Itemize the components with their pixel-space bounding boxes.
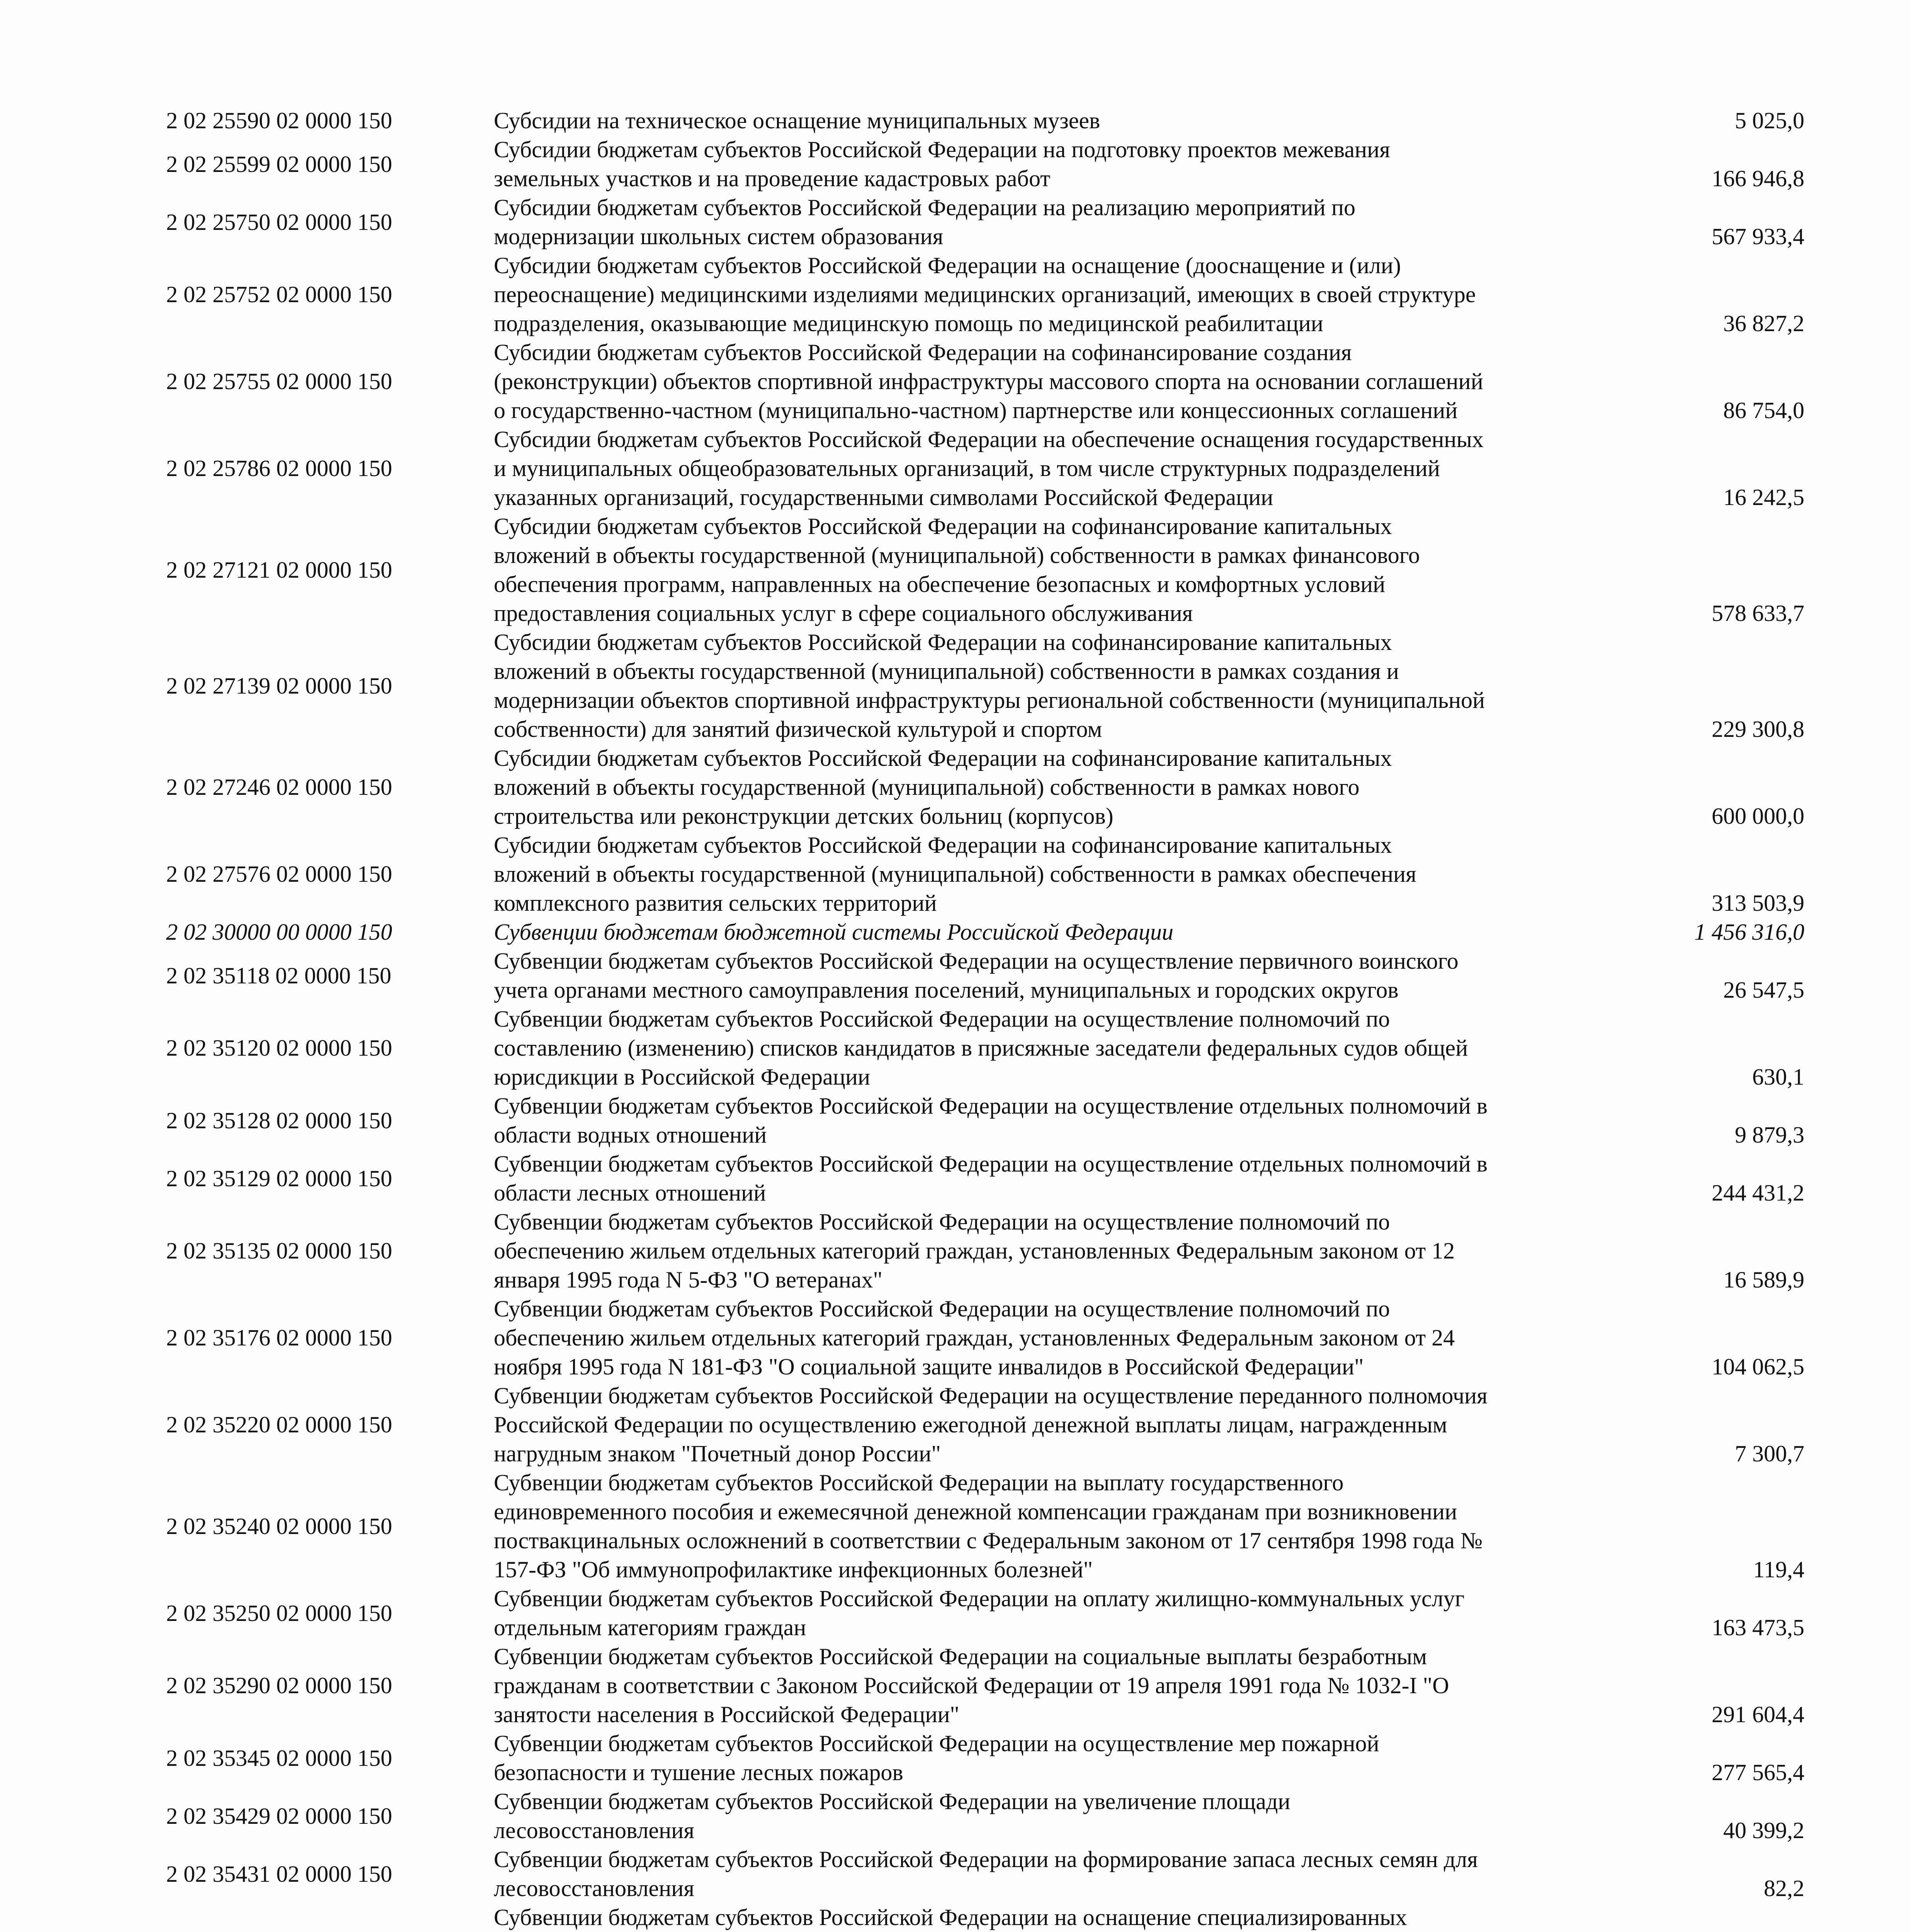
table-row bbox=[166, 1845, 1804, 1903]
table-row bbox=[166, 1294, 1804, 1381]
revenue-description: Субвенции бюджетам субъектов Российской Федерации на социальные выплаты безработным гражданам в соответствии с Законом Российской Федерации от 19 апреля 1991 года № 1032-I "О занятости населения в Российской Федерации" bbox=[494, 1644, 1449, 1727]
table-row bbox=[166, 1787, 1804, 1845]
revenue-description: Субсидии бюджетам субъектов Российской Федерации на оснащение (дооснащение и (или) переоснащение) медицинскими изделиями медицинских организаций, имеющих в своей структуре подразделения, оказывающие медицинскую помощь по медицинской реабилитации bbox=[494, 253, 1476, 336]
amount: 630,1 bbox=[1752, 1064, 1804, 1090]
revenue-description: Субвенции бюджетам субъектов Российской Федерации на осуществление отдельных полномочий в области лесных отношений bbox=[494, 1151, 1488, 1206]
amount: 9 879,3 bbox=[1735, 1122, 1804, 1148]
revenue-description: Субсидии на техническое оснащение муниципальных музеев bbox=[494, 108, 1100, 133]
amount: 40 399,2 bbox=[1723, 1818, 1804, 1843]
amount: 291 604,4 bbox=[1712, 1702, 1804, 1727]
budget-code: 2 02 35290 02 0000 150 bbox=[166, 1673, 392, 1698]
table-row bbox=[166, 1150, 1804, 1208]
budget-code: 2 02 25590 02 0000 150 bbox=[166, 108, 392, 133]
budget-code: 2 02 27576 02 0000 150 bbox=[166, 861, 392, 887]
revenue-description: Субсидии бюджетам субъектов Российской Федерации на софинансирование капитальных вложений в объекты государственной (муниципальной) собственности в рамках обеспечения комплексного развития сельских территорий bbox=[494, 832, 1416, 916]
budget-code: 2 02 35118 02 0000 150 bbox=[166, 963, 391, 988]
amount: 119,4 bbox=[1753, 1557, 1804, 1582]
amount: 86 754,0 bbox=[1723, 398, 1804, 423]
amount: 567 933,4 bbox=[1712, 224, 1804, 249]
amount: 36 827,2 bbox=[1723, 311, 1804, 336]
budget-code: 2 02 25750 02 0000 150 bbox=[166, 209, 392, 235]
revenue-description: Субвенции бюджетам субъектов Российской Федерации на оплату жилищно-коммунальных услуг отдельным категориям граждан bbox=[494, 1586, 1465, 1640]
budget-code: 2 02 25752 02 0000 150 bbox=[166, 282, 392, 307]
table-row bbox=[166, 1005, 1804, 1092]
revenue-description: Субсидии бюджетам субъектов Российской Федерации на софинансирование капитальных вложений в объекты государственной (муниципальной) собственности в рамках нового строительства или реконструкции детских больниц (корпусов) bbox=[494, 745, 1392, 829]
revenue-description: Субвенции бюджетам субъектов Российской Федерации на осуществление первичного воинского учета органами местного самоуправления поселений, муниципальных и городских округов bbox=[494, 948, 1459, 1003]
revenue-description: Субсидии бюджетам субъектов Российской Федерации на софинансирование капитальных вложений в объекты государственной (муниципальной) собственности в рамках финансового обеспечения программ, направленных на обеспечение безопасных и комфортных условий предоставления социальных услуг в сфере социального обслуживания bbox=[494, 514, 1420, 626]
amount: 163 473,5 bbox=[1712, 1615, 1804, 1640]
amount: 16 242,5 bbox=[1723, 485, 1804, 510]
table-row bbox=[166, 1208, 1804, 1294]
amount: 600 000,0 bbox=[1712, 803, 1804, 829]
table-row bbox=[166, 512, 1804, 628]
table-row bbox=[166, 1584, 1804, 1642]
budget-code: 2 02 35345 02 0000 150 bbox=[166, 1745, 392, 1771]
revenue-description: Субвенции бюджетам субъектов Российской Федерации на оснащение специализированных bbox=[494, 1905, 1407, 1930]
amount: 1 456 316,0 bbox=[1694, 919, 1804, 945]
budget-code: 2 02 25755 02 0000 150 bbox=[166, 369, 392, 394]
table-row bbox=[166, 918, 1804, 947]
budget-code: 2 02 35176 02 0000 150 bbox=[166, 1325, 392, 1350]
revenue-description: Субвенции бюджетам субъектов Российской Федерации на осуществление полномочий по обеспечению жильем отдельных категорий граждан, установленных Федеральным законом от 12 января 1995 года N 5-ФЗ "О ветеранах" bbox=[494, 1209, 1455, 1293]
table-row bbox=[166, 744, 1804, 831]
table-row bbox=[166, 1642, 1804, 1729]
budget-code: 2 02 35431 02 0000 150 bbox=[166, 1861, 392, 1887]
table-row bbox=[166, 251, 1804, 338]
amount: 277 565,4 bbox=[1712, 1760, 1804, 1785]
table-row bbox=[166, 628, 1804, 744]
table-row bbox=[166, 1729, 1804, 1787]
table-row bbox=[166, 193, 1804, 251]
table-body bbox=[166, 106, 1804, 1932]
revenue-description: Субвенции бюджетам субъектов Российской Федерации на выплату государственного единовременного пособия и ежемесячной денежной компенсации гражданам при возникновении поствакцинальных осложнений в соответствии с Федеральным законом от 17 сентября 1998 года № 157-ФЗ "Об иммунопрофилактике инфекционных болезней" bbox=[494, 1470, 1483, 1582]
amount: 5 025,0 bbox=[1735, 108, 1804, 133]
table-row bbox=[166, 338, 1804, 425]
amount: 244 431,2 bbox=[1712, 1180, 1804, 1206]
budget-code: 2 02 35129 02 0000 150 bbox=[166, 1165, 392, 1191]
table-row bbox=[166, 1092, 1804, 1150]
amount: 26 547,5 bbox=[1723, 977, 1804, 1003]
revenue-description: Субсидии бюджетам субъектов Российской Федерации на подготовку проектов межевания земельных участков и на проведение кадастровых работ bbox=[494, 137, 1390, 191]
revenue-description: Субвенции бюджетам субъектов Российской Федерации на осуществление переданного полномочия Российской Федерации по осуществлению ежегодной денежной выплаты лицам, награжденным нагрудным знаком "Почетный донор России" bbox=[494, 1383, 1488, 1466]
budget-code bbox=[166, 1903, 494, 1932]
revenue-description: Субсидии бюджетам субъектов Российской Федерации на софинансирование капитальных вложений в объекты государственной (муниципальной) собственности в рамках создания и модернизации объектов спортивной инфраструктуры региональной собственности (муниципальной собственности) для занятий физической культурой и спортом bbox=[494, 629, 1485, 742]
amount: 166 946,8 bbox=[1712, 166, 1804, 191]
budget-code: 2 02 27246 02 0000 150 bbox=[166, 774, 392, 800]
budget-code: 2 02 30000 00 0000 150 bbox=[166, 919, 392, 945]
revenue-description: Субсидии бюджетам субъектов Российской Федерации на реализацию мероприятий по модернизации школьных систем образования bbox=[494, 195, 1355, 249]
table-row bbox=[166, 1468, 1804, 1584]
budget-code: 2 02 27139 02 0000 150 bbox=[166, 673, 392, 699]
table-row bbox=[166, 106, 1804, 135]
budget-code: 2 02 35128 02 0000 150 bbox=[166, 1107, 392, 1133]
table-row bbox=[166, 425, 1804, 512]
budget-code: 2 02 35220 02 0000 150 bbox=[166, 1412, 392, 1437]
revenue-description: Субвенции бюджетам субъектов Российской Федерации на увеличение площади лесовосстановления bbox=[494, 1789, 1290, 1843]
budget-code: 2 02 25786 02 0000 150 bbox=[166, 456, 392, 481]
budget-code: 2 02 35429 02 0000 150 bbox=[166, 1803, 392, 1829]
budget-code: 2 02 35250 02 0000 150 bbox=[166, 1600, 392, 1626]
amount: 7 300,7 bbox=[1735, 1441, 1804, 1466]
budget-code: 2 02 35135 02 0000 150 bbox=[166, 1238, 392, 1264]
budget-code: 2 02 35120 02 0000 150 bbox=[166, 1035, 392, 1061]
revenue-description: Субсидии бюджетам субъектов Российской Федерации на обеспечение оснащения государственных и муниципальных общеобразовательных организаций, в том числе структурных подразделений указанных организаций, государственными символами Российской Федерации bbox=[494, 427, 1484, 510]
table-row bbox=[166, 831, 1804, 918]
revenue-description: Субвенции бюджетам субъектов Российской Федерации на осуществление мер пожарной безопасности и тушение лесных пожаров bbox=[494, 1731, 1379, 1785]
revenue-description: Субвенции бюджетам бюджетной системы Российской Федерации bbox=[494, 919, 1174, 945]
table-row bbox=[166, 947, 1804, 1005]
amount: 16 589,9 bbox=[1723, 1267, 1804, 1293]
table-row bbox=[166, 1903, 1804, 1932]
amount: 578 633,7 bbox=[1712, 600, 1804, 626]
revenue-description: Субвенции бюджетам субъектов Российской Федерации на формирование запаса лесных семян для лесовосстановления bbox=[494, 1847, 1478, 1901]
budget-code: 2 02 35240 02 0000 150 bbox=[166, 1513, 392, 1539]
table-row bbox=[166, 135, 1804, 193]
revenue-description: Субвенции бюджетам субъектов Российской Федерации на осуществление полномочий по обеспечению жильем отдельных категорий граждан, установленных Федеральным законом от 24 ноября 1995 года N 181-ФЗ "О социальной защите инвалидов в Российской Федерации" bbox=[494, 1296, 1455, 1379]
budget-revenue-table bbox=[166, 106, 1804, 1932]
amount bbox=[1492, 1903, 1804, 1932]
budget-code: 2 02 25599 02 0000 150 bbox=[166, 151, 392, 177]
amount: 104 062,5 bbox=[1712, 1354, 1804, 1379]
revenue-description: Субсидии бюджетам субъектов Российской Федерации на софинансирование создания (реконструкции) объектов спортивной инфраструктуры массового спорта на основании соглашений о государственно-частном (муниципально-частном) партнерстве или концессионных соглашений bbox=[494, 340, 1483, 423]
table-row bbox=[166, 1381, 1804, 1468]
revenue-description: Субвенции бюджетам субъектов Российской Федерации на осуществление полномочий по составлению (изменению) списков кандидатов в присяжные заседатели федеральных судов общей юрисдикции в Российской Федерации bbox=[494, 1006, 1468, 1090]
amount: 313 503,9 bbox=[1712, 890, 1804, 916]
amount: 82,2 bbox=[1764, 1876, 1804, 1901]
amount: 229 300,8 bbox=[1712, 716, 1804, 742]
budget-code: 2 02 27121 02 0000 150 bbox=[166, 557, 392, 583]
revenue-description: Субвенции бюджетам субъектов Российской Федерации на осуществление отдельных полномочий в области водных отношений bbox=[494, 1093, 1488, 1148]
